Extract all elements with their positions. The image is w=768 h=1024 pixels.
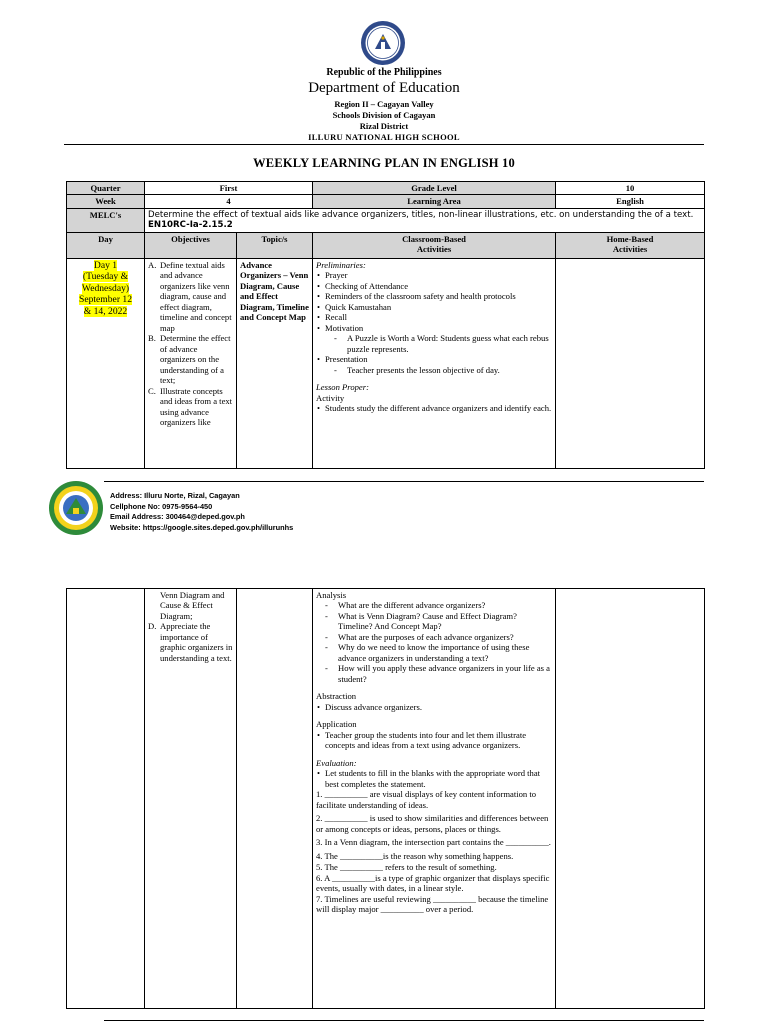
day-cell-continued bbox=[67, 589, 145, 1009]
prelim-item-presentation: • Presentation - Teacher presents the lesson objective of day. bbox=[325, 354, 552, 375]
melc-label: MELC's bbox=[67, 208, 145, 232]
footer-divider bbox=[104, 481, 704, 482]
evaluation-question: 7. Timelines are useful reviewing __________ because the timeline will display major __________ over a period. bbox=[316, 893, 549, 915]
weekly-plan-table-continued bbox=[66, 588, 705, 1009]
topic-cell: Advance Organizers – Venn Diagram, Cause and Effect Diagram, Timeline and Concept Map bbox=[237, 258, 313, 468]
motivation-detail: - A Puzzle is Worth a Word: Students guess what each rebus puzzle represents. bbox=[347, 333, 552, 354]
school-seal-logo bbox=[48, 480, 104, 536]
week-label: Week bbox=[67, 195, 145, 208]
region-line: Region II – Cagayan Valley bbox=[334, 99, 434, 109]
school-website: Website: https://google.sites.deped.gov.ph/illurunhs bbox=[110, 522, 294, 532]
learning-area-label: Learning Area bbox=[313, 195, 556, 208]
melc-cell bbox=[145, 208, 705, 232]
day-cell: Day 1 (Tuesday & Wednesday) September 12 & 14, 2022 bbox=[67, 258, 145, 468]
col-home-activities: Home-Based Activities bbox=[556, 232, 705, 258]
objectives-cell bbox=[145, 258, 237, 468]
evaluation-question: 4. The __________is the reason why something happens. bbox=[316, 850, 514, 861]
application-item: • Teacher group the students into four and let them illustrate concepts and ideas from a text using advance organizers. bbox=[325, 730, 552, 751]
department-name: Department of Education bbox=[308, 80, 460, 96]
grade-level-label: Grade Level bbox=[313, 182, 556, 195]
classroom-activities-cell bbox=[313, 258, 556, 468]
abstraction-item: • Discuss advance organizers. bbox=[325, 702, 552, 712]
learning-area-value: English bbox=[556, 195, 705, 208]
week-value: 4 bbox=[145, 195, 313, 208]
evaluation-label: Evaluation: bbox=[316, 757, 357, 768]
prelim-item: • Recall bbox=[325, 312, 552, 322]
evaluation-question: 5. The __________ refers to the result of something. bbox=[316, 862, 497, 873]
plan-title: WEEKLY LEARNING PLAN IN ENGLISH 10 bbox=[253, 156, 515, 170]
prelim-item: • Checking of Attendance bbox=[325, 281, 552, 291]
evaluation-question: 3. In a Venn diagram, the intersection part contains the __________. bbox=[316, 837, 551, 848]
analysis-question: - What are the purposes of each advance organizers? bbox=[338, 632, 552, 642]
application-label: Application bbox=[316, 719, 357, 730]
analysis-question: - What is Venn Diagram? Cause and Effect Diagram? Timeline? And Concept Map? bbox=[338, 611, 552, 632]
prelim-item: • Quick Kamustahan bbox=[325, 302, 552, 312]
district-line: Rizal District bbox=[359, 121, 409, 131]
analysis-label: Analysis bbox=[316, 590, 347, 600]
classroom-activities-cell-continued bbox=[313, 589, 556, 1009]
grade-level-value: 10 bbox=[556, 182, 705, 195]
col-topics: Topic/s bbox=[237, 232, 313, 258]
page-bottom-divider bbox=[104, 1020, 704, 1021]
objective-d: D. Appreciate the importance of graphic organizers in understanding a text. bbox=[148, 621, 233, 663]
school-name: ILLURU NATIONAL HIGH SCHOOL bbox=[308, 132, 460, 142]
objective-c-continued: Venn Diagram and Cause & Effect Diagram; bbox=[160, 590, 225, 621]
republic-line: Republic of the Philippines bbox=[326, 67, 442, 78]
objective-a: A. Define textual aids and advance organizers like venn diagram, cause and effect diagram, timeline and concept map bbox=[148, 259, 232, 333]
objective-b: B. Determine the effect of advance organizers on the understanding of a text; bbox=[148, 333, 231, 386]
school-email: Email Address: 300464@deped.gov.ph bbox=[110, 512, 245, 522]
melc-code: EN10RC-Ia-2.15.2 bbox=[148, 220, 233, 231]
school-cellphone: Cellphone No: 0975-9564-450 bbox=[110, 501, 213, 511]
evaluation-question: 6. A __________is a type of graphic organizer that displays specific events, usually with dates, in a linear style. bbox=[316, 872, 550, 894]
quarter-value: First bbox=[145, 182, 313, 195]
deped-seal-logo bbox=[360, 20, 406, 66]
objectives-cell-continued bbox=[145, 589, 237, 1009]
prelim-item: • Reminders of the classroom safety and health protocols bbox=[325, 291, 552, 301]
topic-cell-continued bbox=[237, 589, 313, 1009]
analysis-question: - How will you apply these advance organizers in your life as a student? bbox=[338, 663, 552, 684]
quarter-label: Quarter bbox=[67, 182, 145, 195]
day-1-label: Day 1 bbox=[93, 259, 118, 271]
analysis-question: - Why do we need to know the importance of using these advance organizers in understanding a text? bbox=[338, 642, 552, 663]
activity-item: • Students study the different advance organizers and identify each. bbox=[325, 403, 552, 413]
evaluation-question: 2. __________ is used to show similarities and differences between or among concepts or ideas, persons, places or things. bbox=[316, 813, 549, 834]
abstraction-label: Abstraction bbox=[316, 691, 357, 702]
home-activities-cell-continued bbox=[556, 589, 705, 1009]
analysis-question: - What are the different advance organizers? bbox=[338, 600, 552, 610]
header-divider bbox=[64, 144, 704, 145]
school-address: Address: Illuru Norte, Rizal, Cagayan bbox=[110, 491, 240, 500]
prelim-item-motivation: • Motivation - A Puzzle is Worth a Word: Students guess what each rebus puzzle represents. bbox=[325, 323, 552, 354]
presentation-detail: - Teacher presents the lesson objective of day. bbox=[347, 365, 552, 375]
col-objectives: Objectives bbox=[145, 232, 237, 258]
objective-c: C. Illustrate concepts and ideas from a text using advance organizers like bbox=[148, 385, 233, 428]
home-activities-cell bbox=[556, 258, 705, 468]
evaluation-instruction: • Let students to fill in the blanks with the appropriate word that best completes the statement. bbox=[325, 768, 552, 789]
lesson-proper-label: Lesson Proper: bbox=[316, 382, 369, 393]
evaluation-question: 1. __________ are visual displays of key content information to facilitate understanding of ideas. bbox=[316, 789, 537, 810]
school-contact-block bbox=[110, 491, 293, 533]
weekly-plan-table bbox=[66, 181, 705, 469]
prelim-item: • Prayer bbox=[325, 270, 552, 280]
melc-text: Determine the effect of textual aids like advance organizers, titles, non-linear illustrations, etc. on understanding the of a text. bbox=[148, 209, 694, 220]
division-line: Schools Division of Cagayan bbox=[332, 110, 436, 120]
preliminaries-label: Preliminaries: bbox=[316, 259, 366, 270]
col-day: Day bbox=[67, 232, 145, 258]
activity-label: Activity bbox=[316, 392, 345, 403]
col-classroom-activities: Classroom-Based Activities bbox=[313, 232, 556, 258]
